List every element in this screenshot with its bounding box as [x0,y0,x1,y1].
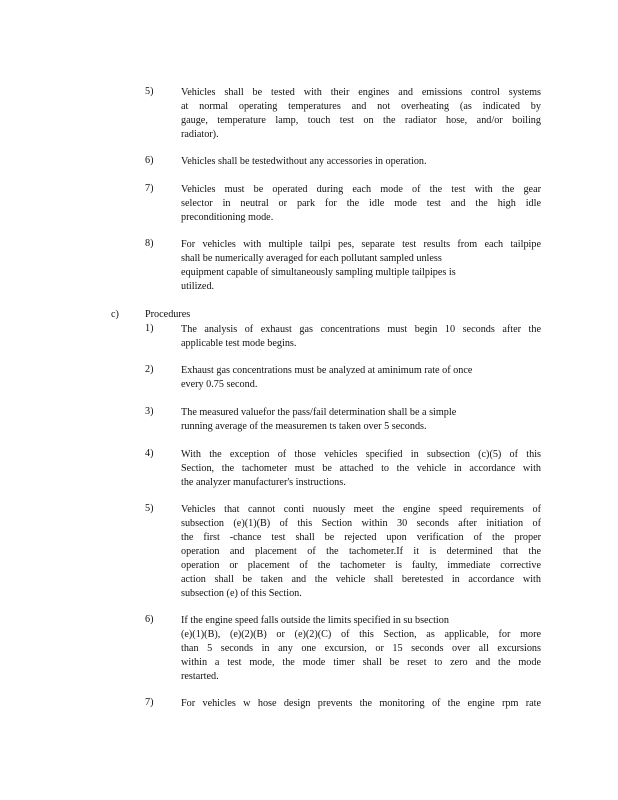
text-line: subsection (e)(1)(B) of this Section within 30 seconds after initiation of [181,518,541,529]
text-line: applicable test mode begins. [181,338,297,349]
text-line: operation or placement of the tachometer is faulty, immediate corrective [181,560,541,571]
text-line: Vehicles shall be testedwithout any accessories in operation. [181,156,427,167]
text-line: within a test mode, the mode timer shall be reset to zero and the mode [181,657,541,668]
text-line: equipment capable of simultaneously sampling multiple tailpipes is [181,267,456,278]
item-text [181,697,541,711]
item-text [181,155,541,169]
text-line: For vehicles w hose design prevents the monitoring of the engine rpm rate [181,698,541,709]
item-number: 7) [145,697,154,708]
text-line: Exhaust gas concentrations must be analyzed at aminimum rate of once [181,365,473,376]
section-letter: c) [111,309,119,320]
text-line: With the exception of those vehicles specified in subsection (c)(5) of this [181,449,541,460]
section-title: Procedures [145,309,191,320]
text-line: selector in neutral or park for the idle mode test and the high idle [181,198,541,209]
item-number: 5) [145,503,154,514]
item-number: 3) [145,406,154,417]
text-line: Vehicles that cannot conti nuously meet the engine speed requirements of [181,504,541,515]
item-text [181,448,541,490]
text-line: preconditioning mode. [181,212,274,223]
item-text [181,614,541,684]
text-line: action shall be taken and the vehicle shall beretested in accordance with [181,574,541,585]
text-line: radiator). [181,129,219,140]
item-number: 1) [145,323,154,334]
text-line: The analysis of exhaust gas concentrations must begin 10 seconds after the [181,324,541,335]
item-number: 4) [145,448,154,459]
text-line: operation and placement of the tachometer.If it is determined that the [181,546,541,557]
text-line: Section, the tachometer must be attached to the vehicle in accordance with [181,463,541,474]
text-line: For vehicles with multiple tailpi pes, separate test results from each tailpipe [181,239,541,250]
item-number: 8) [145,238,154,249]
text-line: subsection (e) of this Section. [181,588,302,599]
item-text [181,183,541,225]
text-line: If the engine speed falls outside the limits specified in su bsection [181,615,449,626]
text-line: restarted. [181,671,219,682]
text-line: than 5 seconds in any one excursion, or 15 seconds over all excursions [181,643,541,654]
item-number: 5) [145,86,154,97]
item-text [181,86,541,142]
item-text [181,406,541,434]
item-number: 6) [145,155,154,166]
item-number: 7) [145,183,154,194]
item-text [181,323,541,351]
text-line: every 0.75 second. [181,379,258,390]
item-number: 6) [145,614,154,625]
text-line: utilized. [181,281,215,292]
text-line: Vehicles must be operated during each mode of the test with the gear [181,184,541,195]
text-line: gauge, temperature lamp, touch test on the radiator hose, and/or boiling [181,115,541,126]
text-line: the first -chance test shall be rejected upon verification of the proper [181,532,541,543]
item-text [181,364,541,392]
item-text [181,238,541,294]
text-line: the analyzer manufacturer's instructions. [181,477,346,488]
text-line: shall be numerically averaged for each pollutant sampled unless [181,253,442,264]
text-line: running average of the measuremen ts taken over 5 seconds. [181,421,427,432]
text-line: Vehicles shall be tested with their engines and emissions control systems [181,87,541,98]
item-text [181,503,541,601]
item-number: 2) [145,364,154,375]
text-line: (e)(1)(B), (e)(2)(B) or (e)(2)(C) of this Section, as applicable, for more [181,629,541,640]
text-line: at normal operating temperatures and not overheating (as indicated by [181,101,541,112]
text-line: The measured valuefor the pass/fail determination shall be a simple [181,407,457,418]
